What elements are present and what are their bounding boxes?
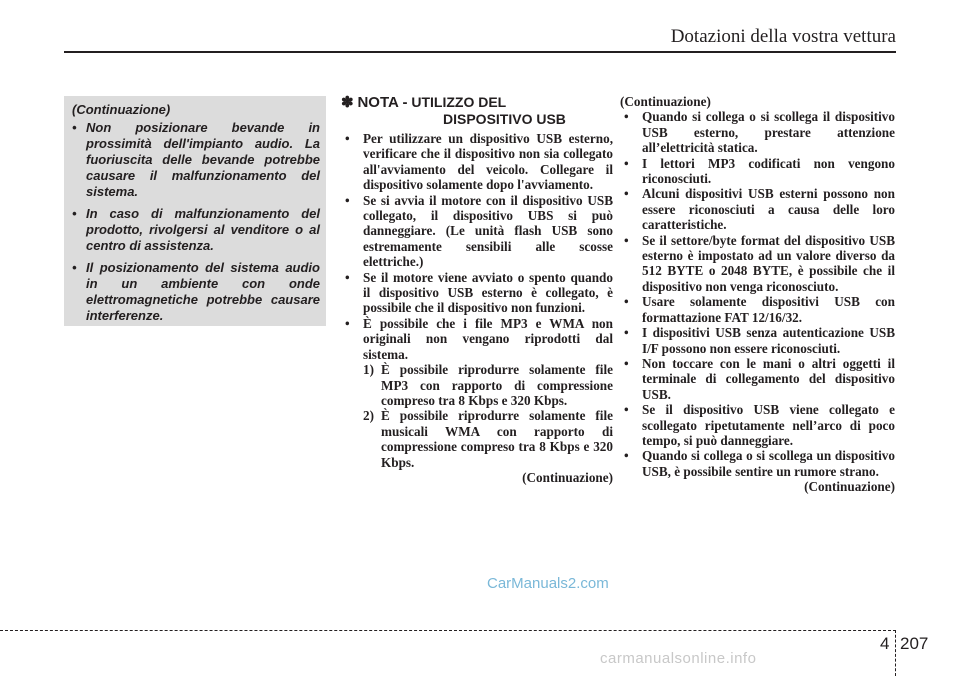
header-rule (64, 51, 896, 53)
nota-subitem-text: È possibile riprodurre solamente file MP3 con rapporto di compressione compreso tra 8 Kbps e 320 Kbps. (381, 362, 613, 408)
caution-note-box (64, 96, 326, 326)
nota-subitem (341, 408, 613, 470)
nota-title-line1: UTILIZZO DEL (411, 94, 507, 110)
note-box-item: • In caso di malfunzionamento del prodotto, rivolgersi al venditore o al centro di assistenza. (72, 206, 320, 254)
usb-note-item: • Usare solamente dispositivi USB con formattazione FAT 12/16/32. (620, 294, 895, 325)
usb-note-item: • Quando si collega o si scollega il dispositivo USB esterno, prestare attenzione all’elettricità statica. (620, 109, 895, 155)
nota-continuation-end: (Continuazione) (522, 469, 613, 485)
nota-title-line2: DISPOSITIVO USB (443, 111, 566, 127)
nota-item: • È possibile che i file MP3 e WMA non originali non vengano riprodotti dal sistema. (341, 316, 613, 362)
chapter-number: 4 (880, 634, 890, 653)
usb-note-item: • I lettori MP3 codificati non vengono riconosciuti. (620, 156, 895, 187)
page-number: 207 (900, 634, 929, 653)
col3-continuation-end: (Continuazione) (804, 479, 895, 495)
usb-note-item: • Se il settore/byte format del dispositivo USB esterno è impostato ad un valore diverso da 512 BYTE o 2048 BYTE, è possibile che il dispositivo non venga riconosciuto. (620, 233, 895, 295)
bottom-watermark: carmanualsonline.info (600, 650, 757, 667)
usb-note-item: • Se il dispositivo USB viene collegato e scollegato ripetutamente nell’arco di poco tempo, si può danneggiare. (620, 402, 895, 448)
nota-subitem-number: 1) (363, 362, 374, 378)
page-header-title: Dotazioni della vostra vettura (670, 26, 896, 47)
nota-item: • Per utilizzare un dispositivo USB esterno, verificare che il dispositivo non sia collegato all'avviamento del veicolo. Collegare il dispositivo solamente dopo l'avviamento. (341, 131, 613, 193)
note-box-continuation: (Continuazione) (72, 102, 171, 117)
nota-subitem-text: È possibile riprodurre solamente file musicali WMA con rapporto di compressione compreso tra 8 Kbps e 320 Kbps. (381, 408, 613, 470)
nota-subitem-number: 2) (363, 408, 374, 424)
usb-note-item: • Quando si collega o si scollega un dispositivo USB, è possibile sentire un rumore strano. (620, 448, 895, 479)
footer-divider (895, 630, 896, 676)
center-watermark: CarManuals2.com (487, 575, 609, 592)
nota-symbol-icon: ✽ (341, 94, 354, 111)
note-box-item: • Non posizionare bevande in prossimità dell'impianto audio. La fuoriuscita delle bevande potrebbe causare il malfunzionamento del sistema. (72, 120, 320, 200)
col3-continuation-start: (Continuazione) (620, 94, 711, 109)
nota-item: • Se si avvia il motore con il dispositivo USB collegato, il dispositivo UBS si può danneggiare. (Le unità flash USB sono estremamente sensibili alle scosse elettriche.) (341, 193, 613, 270)
footer-rule (0, 630, 896, 631)
nota-column (341, 94, 613, 485)
usb-note-item: • Alcuni dispositivi USB esterni possono non essere riconosciuti a causa delle loro caratteristiche. (620, 186, 895, 232)
nota-label: NOTA - (357, 94, 408, 111)
nota-item: • Se il motore viene avviato o spento quando il dispositivo USB esterno è collegato, è possibile che il dispositivo non funzioni. (341, 270, 613, 316)
nota-subitem (341, 362, 613, 408)
usb-note-item: • Non toccare con le mani o altri oggetti il terminale di collegamento del dispositivo USB. (620, 356, 895, 402)
nota-heading (341, 94, 613, 127)
note-box-item: • Il posizionamento del sistema audio in un ambiente con onde elettromagnetiche potrebbe causare interferenze. (72, 260, 320, 324)
usb-notes-column (620, 94, 895, 495)
usb-note-item: • I dispositivi USB senza autenticazione USB I/F possono non essere riconosciuti. (620, 325, 895, 356)
